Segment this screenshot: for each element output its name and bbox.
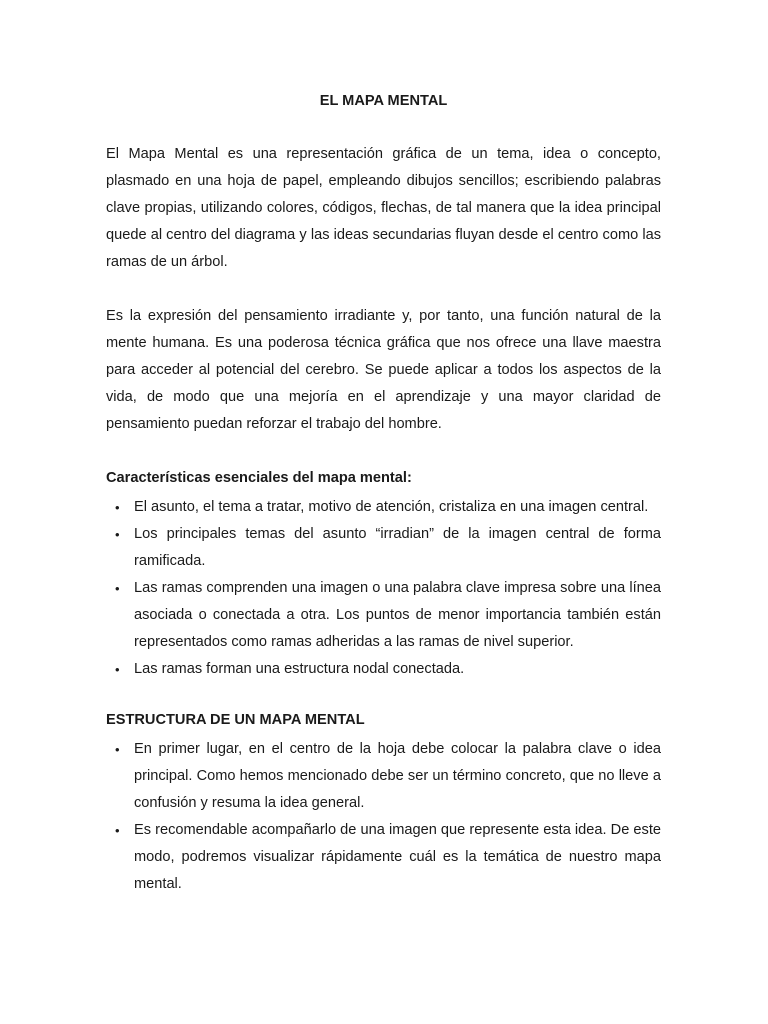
list-item — [106, 817, 661, 898]
bullet-icon: • — [115, 662, 120, 677]
bullet-icon: • — [115, 527, 120, 542]
bullet-icon: • — [115, 742, 120, 757]
document-page — [106, 88, 661, 898]
list-item-text: Es recomendable acompañarlo de una imagen que represente esta idea. De este modo, podremos visualizar rápidamente cuál es la temática de nuestro mapa mental. — [134, 822, 661, 892]
list-item-text: El asunto, el tema a tratar, motivo de atención, cristaliza en una imagen central. — [134, 499, 649, 515]
list-item-text: Las ramas forman una estructura nodal conectada. — [134, 661, 465, 677]
document-title: EL MAPA MENTAL — [319, 93, 448, 109]
bullet-icon: • — [115, 581, 120, 596]
list-item — [106, 656, 661, 683]
list-item — [106, 736, 661, 817]
list-item-text: Los principales temas del asunto “irradian” de la imagen central de forma ramificada. — [134, 526, 661, 569]
bullet-icon: • — [115, 823, 120, 838]
paragraph-definition: El Mapa Mental es una representación gráfica de un tema, idea o concepto, plasmado en una hoja de papel, empleando dibujos sencillos; escribiendo palabras clave propias, utilizando colores, códigos, flechas, de tal manera que la idea principal quede al centro del diagrama y las ideas secundarias fluyan desde el centro como las ramas de un árbol. — [106, 146, 661, 270]
list-item — [106, 575, 661, 656]
bullet-icon: • — [115, 500, 120, 515]
section-heading-characteristics: Características esenciales del mapa mental: — [106, 470, 412, 486]
characteristics-list — [106, 494, 661, 683]
section-heading-structure: ESTRUCTURA DE UN MAPA MENTAL — [106, 712, 365, 728]
paragraph-expression: Es la expresión del pensamiento irradiante y, por tanto, una función natural de la mente humana. Es una poderosa técnica gráfica que nos ofrece una llave maestra para acceder al potencial del cerebro. Se puede aplicar a todos los aspectos de la vida, de modo que una mejoría en el aprendizaje y una mayor claridad de pensamiento puedan reforzar el trabajo del hombre. — [106, 308, 661, 432]
list-item-text: En primer lugar, en el centro de la hoja debe colocar la palabra clave o idea principal. Como hemos mencionado debe ser un término concreto, que no lleve a confusión y resuma la idea general. — [134, 741, 661, 811]
list-item — [106, 521, 661, 575]
structure-list — [106, 736, 661, 898]
list-item-text: Las ramas comprenden una imagen o una palabra clave impresa sobre una línea asociada o conectada a otra. Los puntos de menor importancia también están representados como ramas adheridas a las ramas de nivel superior. — [134, 580, 661, 650]
list-item — [106, 494, 661, 521]
